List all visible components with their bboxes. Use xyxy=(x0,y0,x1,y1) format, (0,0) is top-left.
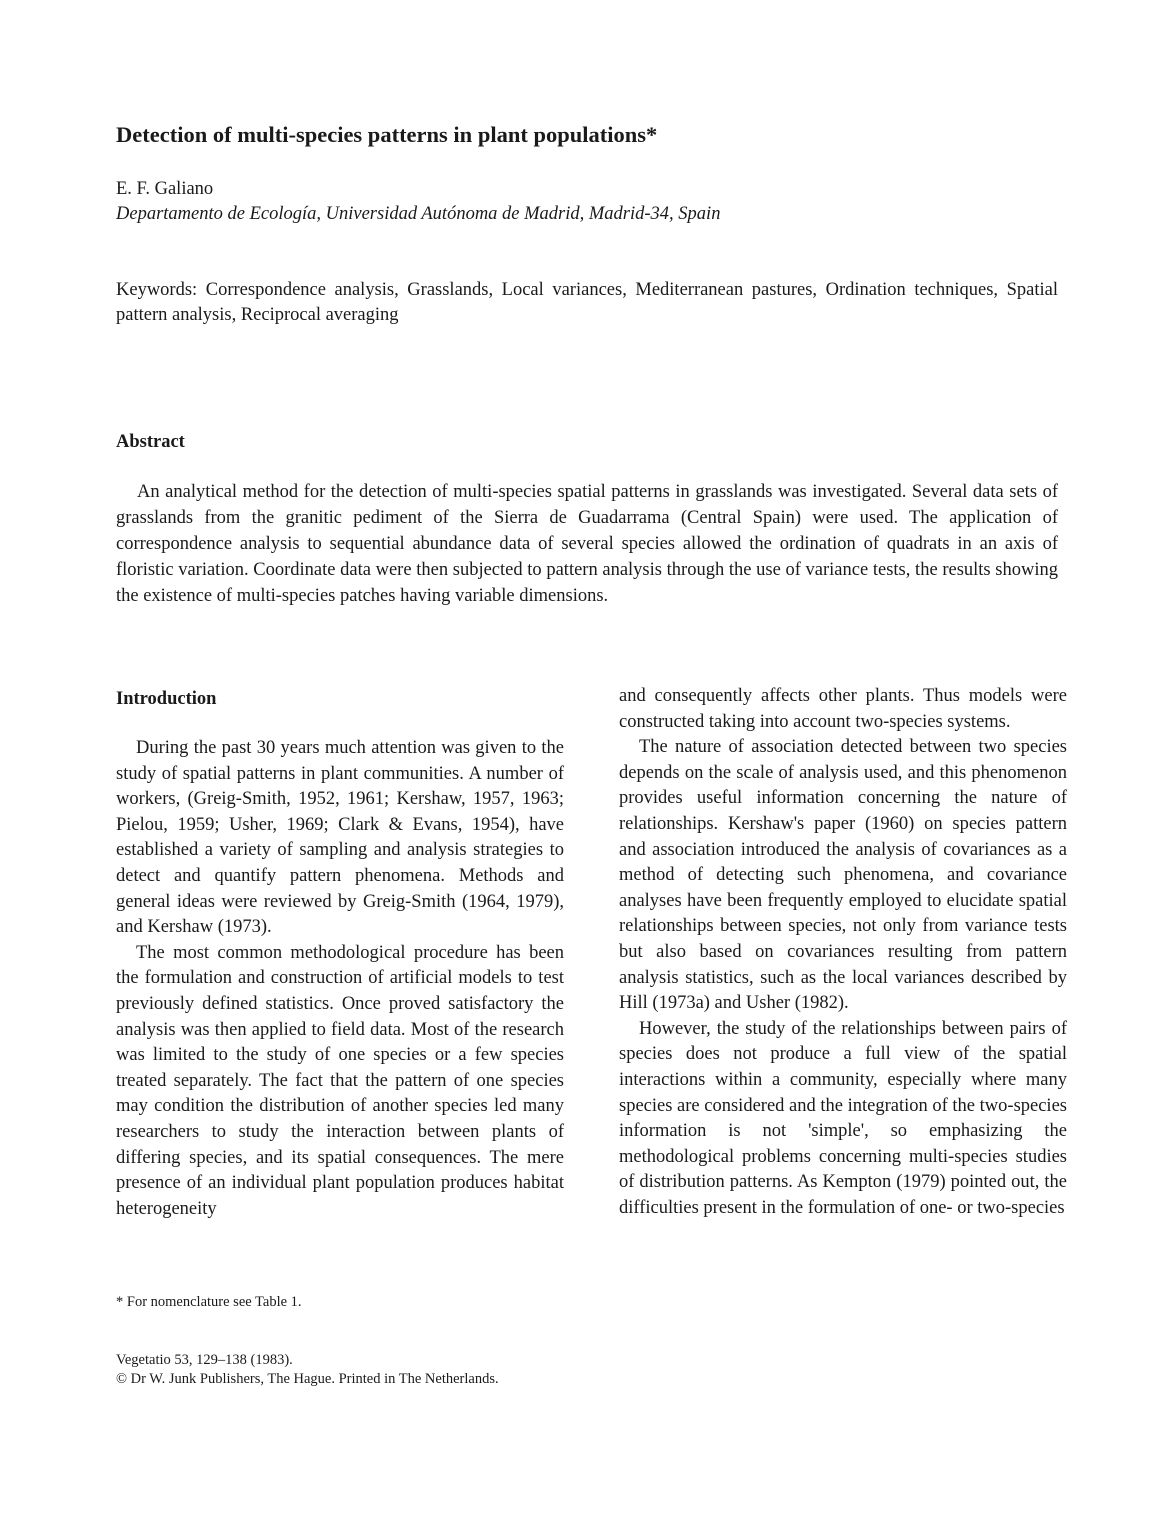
title-footnote: * For nomenclature see Table 1. xyxy=(116,1294,302,1310)
intro-paragraph-continued: and consequently affects other plants. Thus models were constructed taking into account two-species systems. xyxy=(619,686,1067,732)
intro-paragraph: The most common methodological procedure has been the formulation and construction of artificial models to test previously defined statistics. Once proved satisfactory the analysis was then applied to field data. Most of the research was limited to the study of one species or a few species treated separately. The fact that the pattern of one species may condition the distribution of another species led many researchers to study the interaction between plants of differing species, and its spatial consequences. The mere presence of an individual plant population produces habitat heterogeneity xyxy=(116,942,564,1219)
author-affiliation: Departamento de Ecología, Universidad Autónoma de Madrid, Madrid-34, Spain xyxy=(116,204,721,224)
journal-citation: Vegetatio 53, 129–138 (1983). xyxy=(116,1352,293,1368)
copyright-notice: © Dr W. Junk Publishers, The Hague. Printed in The Netherlands. xyxy=(116,1371,499,1387)
intro-paragraph: The nature of association detected between two species depends on the scale of analysis used, and this phenomenon provides useful information concerning the nature of relationships. Kershaw's paper (1960) on species pattern and association introduced the analysis of covariances as a method of detecting such phenomena, and covariance analyses have been frequently employed to elucidate spatial relationships between species, not only from variance tests but also based on covariances resulting from pattern analysis statistics, such as the local variances described by Hill (1973a) and Usher (1982). xyxy=(619,737,1067,1014)
author-name: E. F. Galiano xyxy=(116,179,214,199)
abstract-heading: Abstract xyxy=(116,432,185,452)
introduction-heading: Introduction xyxy=(116,689,217,709)
left-column xyxy=(116,736,564,1222)
right-column xyxy=(619,684,1067,1221)
paper-title: Detection of multi-species patterns in plant populations* xyxy=(116,122,658,147)
intro-paragraph: However, the study of the relationships between pairs of species does not produce a full view of the spatial interactions within a community, especially where many species are considered and the integration of the two-species information is not 'simple', so emphasizing the methodological problems concerning multi-species studies of distribution patterns. As Kempton (1979) pointed out, the difficulties present in the formulation of one- or two-species xyxy=(619,1018,1067,1218)
keywords: Keywords: Correspondence analysis, Grasslands, Local variances, Mediterranean pastures, Ordination techniques, Spatial pattern analysis, Reciprocal averaging xyxy=(116,280,1058,325)
intro-paragraph: During the past 30 years much attention was given to the study of spatial patterns in plant communities. A number of workers, (Greig-Smith, 1952, 1961; Kershaw, 1957, 1963; Pielou, 1959; Usher, 1969; Clark & Evans, 1954), have established a variety of sampling and analysis strategies to detect and quantify pattern phenomena. Methods and general ideas were reviewed by Greig-Smith (1964, 1979), and Kershaw (1973). xyxy=(116,738,564,938)
abstract-text: An analytical method for the detection of multi-species spatial patterns in grasslands was investigated. Several data sets of grasslands from the granitic pediment of the Sierra de Guadarrama (Central Spain) were used. The application of correspondence analysis to sequential abundance data of several species allowed the ordination of quadrats in an axis of floristic variation. Coordinate data were then subjected to pattern analysis through the use of variance tests, the results showing the existence of multi-species patches having variable dimensions. xyxy=(116,482,1058,606)
